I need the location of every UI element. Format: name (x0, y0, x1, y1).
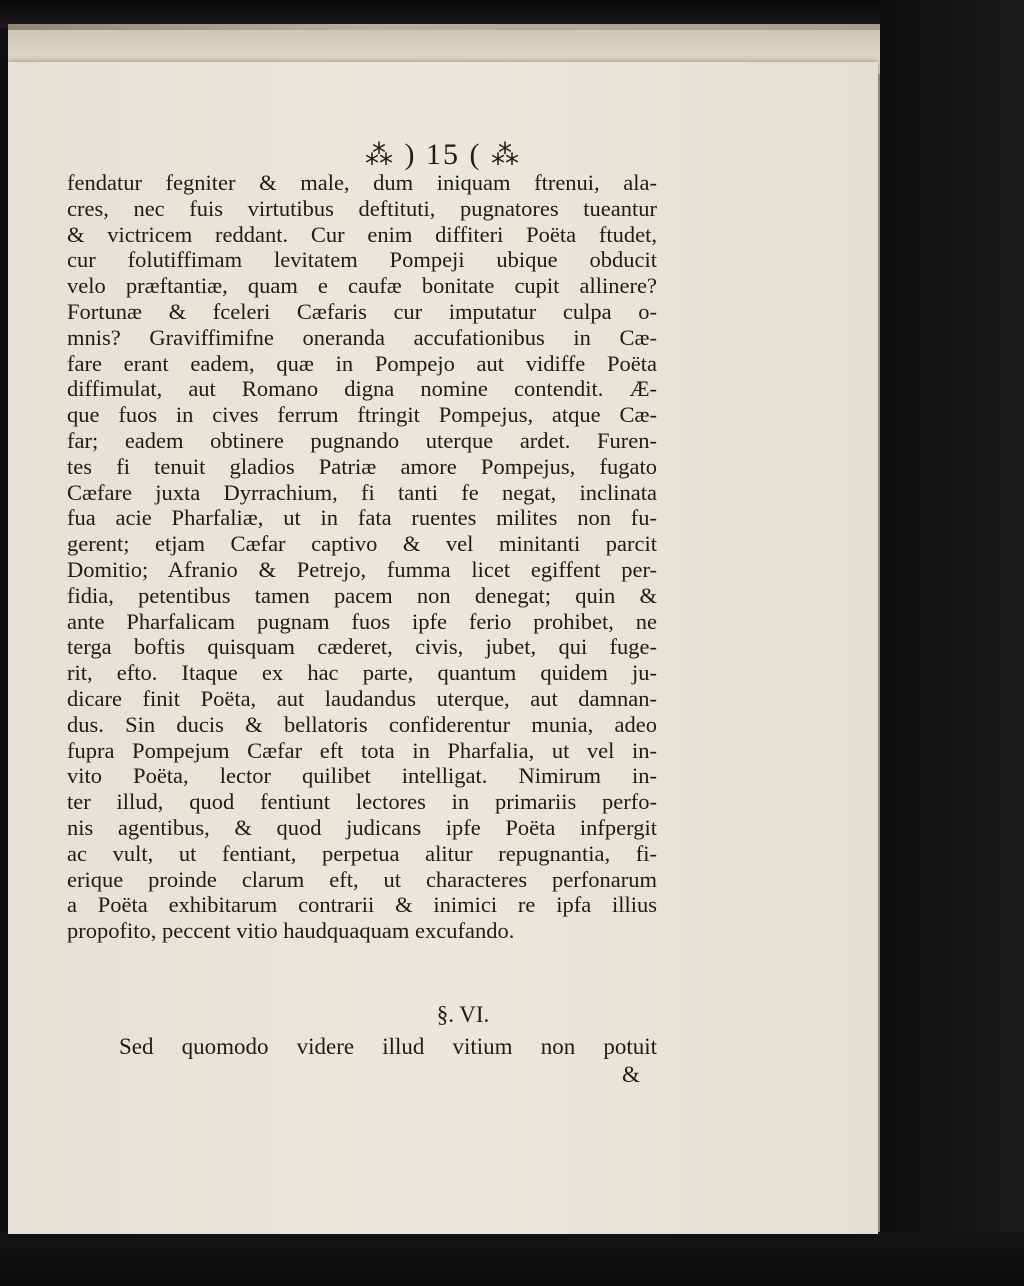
text-line: Domitio; Afranio & Petrejo, fumma licet egiffent per- (67, 556, 657, 582)
text-line: que fuos in cives ferrum ftringit Pompejus, atque Cæ- (67, 402, 657, 428)
text-line: Cæfare juxta Dyrrachium, fi tanti fe negat, inclinata (67, 479, 657, 505)
page-number: ) 15 ( (404, 138, 482, 171)
running-head (8, 138, 878, 172)
text-line: diffimulat, aut Romano digna nomine contendit. Æ- (67, 376, 657, 402)
text-line: fendatur fegniter & male, dum iniquam ftrenui, ala- (67, 170, 657, 195)
text-line: fidia, petentibus tamen pacem non denegat; quin & (67, 582, 657, 608)
section-heading: §. VI. (436, 1002, 490, 1027)
text-line: far; eadem obtinere pugnando uterque ardet. Furen- (67, 427, 657, 453)
text-line: Fortunæ & fceleri Cæfaris cur imputatur culpa o- (67, 298, 657, 324)
text-line: ter illud, quod fentiunt lectores in primariis perfo- (67, 789, 657, 815)
text-line: fupra Pompejum Cæfar eft tota in Pharfalia, ut vel in- (67, 737, 657, 763)
text-line: propofito, peccent vitio haudquaquam excufando. (67, 918, 515, 944)
text-line: ante Pharfalicam pugnam fuos ipfe ferio prohibet, ne (67, 608, 657, 634)
paragraph-opening-line: Sed quomodo videre illud vitium non potuit (119, 1034, 657, 1059)
scan-border-bottom (0, 1232, 1024, 1286)
text-line: fare erant eadem, quæ in Pompejo aut vidiffe Poëta (67, 350, 657, 376)
text-line: tes fi tenuit gladios Patriæ amore Pompejus, fugato (67, 453, 657, 479)
text-line: dicare finit Poëta, aut laudandus uterque, aut damnan- (67, 685, 657, 711)
text-line: terga boftis quisquam cæderet, civis, jubet, qui fuge- (67, 634, 657, 660)
text-line: gerent; etjam Cæfar captivo & vel minitanti parcit (67, 531, 657, 557)
text-line: ac vult, ut fentiant, perpetua alitur repugnantia, fi- (67, 840, 657, 866)
text-line: nis agentibus, & quod judicans ipfe Poëta infpergit (67, 814, 657, 840)
body-text (67, 170, 657, 944)
text-line: cur folutiffimam levitatem Pompeji ubique obducit (67, 247, 657, 273)
ornament-left-icon: ⁂ (365, 138, 395, 171)
catchword: & (622, 1062, 640, 1087)
scan-border-right (880, 0, 1024, 1286)
text-line: mnis? Graviffimifne oneranda accufationibus in Cæ- (67, 324, 657, 350)
text-line: erique proinde clarum eft, ut characteres perfonarum (67, 866, 657, 892)
book-page (8, 62, 878, 1234)
text-line: fua acie Pharfaliæ, ut in fata ruentes milites non fu- (67, 505, 657, 531)
text-line: & victricem reddant. Cur enim diffiteri Poëta ftudet, (67, 221, 657, 247)
text-line: vito Poëta, lector quilibet intelligat. Nimirum in- (67, 763, 657, 789)
text-line: velo præftantiæ, quam e caufæ bonitate cupit allinere? (67, 273, 657, 299)
text-line: cres, nec fuis virtutibus deftituti, pugnatores tueantur (67, 195, 657, 221)
text-line: rit, efto. Itaque ex hac parte, quantum quidem ju- (67, 660, 657, 686)
ornament-right-icon: ⁂ (490, 138, 521, 171)
text-line: dus. Sin ducis & bellatoris confiderentur munia, adeo (67, 711, 657, 737)
text-line: a Poëta exhibitarum contrarii & inimici re ipfa illius (67, 892, 657, 918)
